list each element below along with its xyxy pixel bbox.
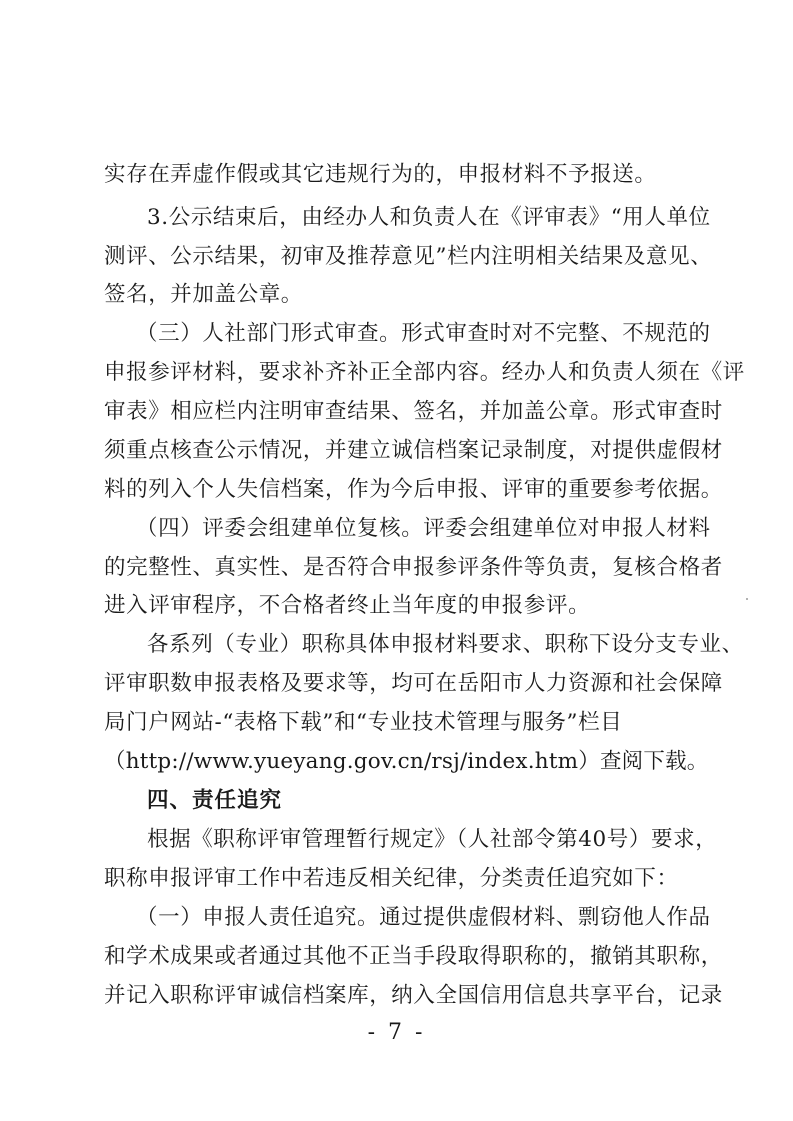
text-line: 局门户网站-“表格下载”和“专业技术管理与服务”栏目: [104, 710, 623, 735]
text-line: 评审职数申报表格及要求等，均可在岳阳市人力资源和社会保障: [104, 671, 723, 696]
text-line: （四）评委会组建单位复核。评委会组建单位对申报人材料: [136, 516, 711, 541]
text-line: 实存在弄虚作假或其它违规行为的，申报材料不予报送。: [104, 162, 657, 187]
text-line: 料的列入个人失信档案，作为今后申报、评审的重要参考依据。: [104, 477, 723, 502]
page-number: - 7 -: [367, 1020, 426, 1045]
text-line: 根据《职称评审管理暂行规定》（人社部令第40号）要求，: [147, 827, 718, 852]
text-line: 各系列（专业）职称具体申报材料要求、职称下设分支专业、: [147, 632, 744, 657]
text-line: 3.公示结束后，由经办人和负责人在《评审表》“用人单位: [147, 205, 711, 230]
text-line: 并记入职称评审诚信档案库，纳入全国信用信息共享平台，记录: [104, 983, 723, 1008]
text-line: 和学术成果或者通过其他不正当手段取得职称的，撤销其职称，: [104, 944, 723, 969]
text-line: 申报参评材料，要求补齐补正全部内容。经办人和负责人须在《评: [104, 360, 745, 385]
section-heading: 四、责任追究: [147, 788, 283, 813]
text-line: 进入评审程序，不合格者终止当年度的申报参评。: [104, 593, 591, 618]
text-line: （http://www.yueyang.gov.cn/rsj/index.htm）查阅下载。: [104, 749, 709, 774]
text-line: 职称申报评审工作中若违反相关纪律，分类责任追究如下：: [104, 866, 679, 891]
scan-speck: [746, 598, 748, 600]
text-line: 审表》相应栏内注明审查结果、签名，并加盖公章。形式审查时: [104, 399, 723, 424]
text-line: （三）人社部门形式审查。形式审查时对不完整、不规范的: [136, 321, 711, 346]
text-line: 的完整性、真实性、是否符合申报参评条件等负责，复核合格者: [104, 555, 723, 580]
text-line: 签名，并加盖公章。: [104, 282, 303, 307]
text-line: 须重点核查公示情况，并建立诚信档案记录制度，对提供虚假材: [104, 438, 723, 463]
text-line: （一）申报人责任追究。通过提供虚假材料、剽窃他人作品: [136, 905, 711, 930]
text-line: 测评、公示结果，初审及推荐意见”栏内注明相关结果及意见、: [104, 244, 713, 269]
